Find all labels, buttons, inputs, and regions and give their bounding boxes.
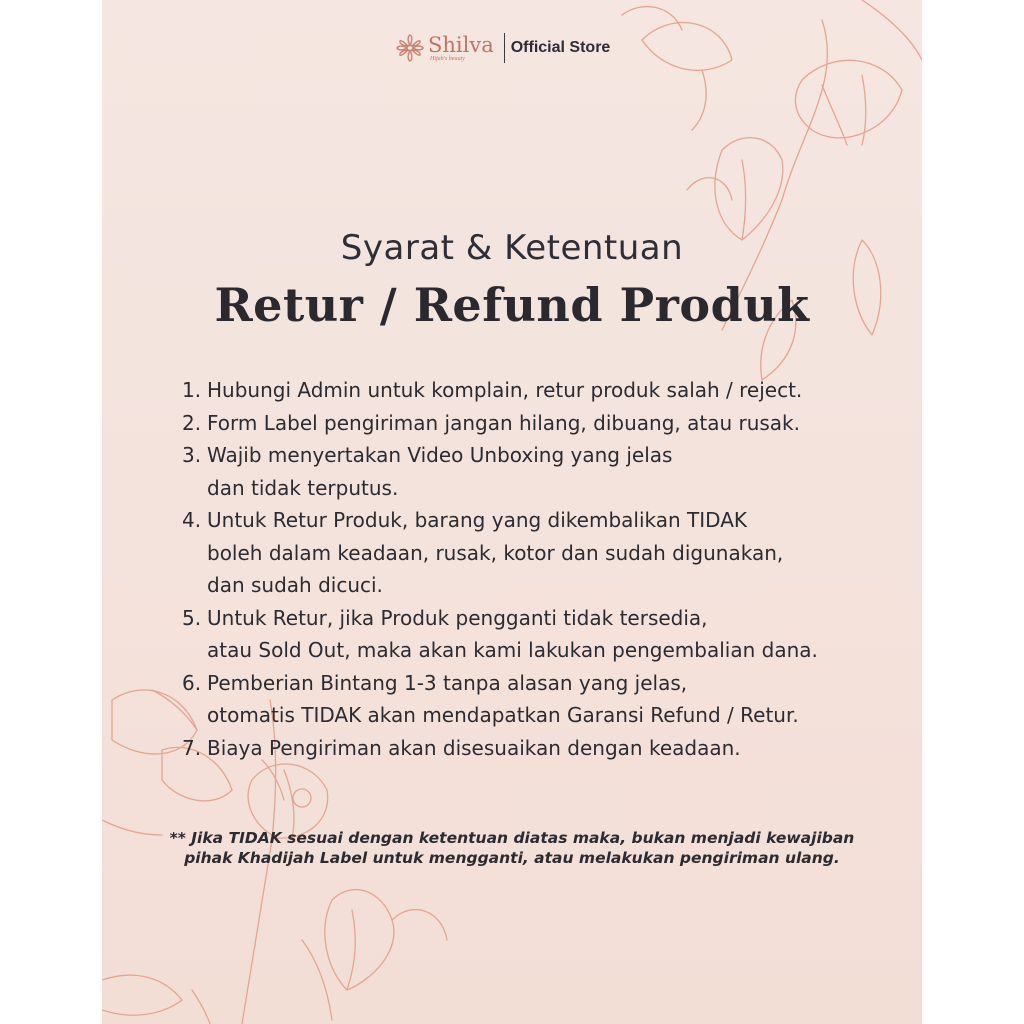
rule-number: 3.	[182, 443, 202, 467]
rule-item	[182, 504, 882, 602]
rule-text	[207, 732, 741, 765]
rules-list	[182, 374, 882, 764]
rule-item	[182, 374, 882, 407]
rule-item	[182, 667, 882, 732]
rule-line: atau Sold Out, maka akan kami lakukan pengembalian dana.	[207, 638, 818, 662]
store-label: Official Store	[510, 39, 611, 56]
disclaimer-line-2: pihak Khadijah Label untuk mengganti, atau melakukan pengiriman ulang.	[184, 849, 840, 867]
rule-line: dan tidak terputus.	[207, 475, 399, 500]
brand-header	[394, 30, 610, 66]
rule-number: 4.	[182, 508, 202, 532]
rule-line: Hubungi Admin untuk komplain, retur produk salah / reject.	[207, 378, 803, 402]
rule-line: Untuk Retur Produk, barang yang dikembalikan TIDAK	[207, 508, 747, 532]
rule-text	[207, 602, 818, 667]
rule-line: Untuk Retur, jika Produk pengganti tidak tersedia,	[207, 605, 708, 630]
flower-logo-icon	[394, 32, 426, 64]
brand-divider	[504, 33, 505, 63]
rule-item	[182, 602, 882, 667]
rule-line: otomatis TIDAK akan mendapatkan Garansi Refund / Retur.	[207, 703, 799, 727]
page-title: Retur / Refund Produk	[214, 278, 810, 332]
rule-line: Pemberian Bintang 1-3 tanpa alasan yang jelas,	[207, 670, 688, 695]
rule-text	[207, 439, 672, 504]
disclaimer-line-1: ** Jika TIDAK sesuai dengan ketentuan diatas maka, bukan menjadi kewajiban	[169, 829, 855, 847]
rule-number: 1.	[182, 378, 202, 402]
rule-number: 6.	[182, 670, 202, 695]
brand-name: Shilva	[428, 32, 494, 57]
rule-number: 2.	[182, 410, 202, 435]
brand-logo	[394, 32, 494, 64]
brand-tagline: Hijab's beauty	[430, 55, 465, 62]
rule-line: Form Label pengiriman jangan hilang, dibuang, atau rusak.	[207, 410, 800, 435]
rule-line: Biaya Pengiriman akan disesuaikan dengan keadaan.	[207, 735, 741, 760]
rule-line: dan sudah dicuci.	[207, 573, 383, 597]
rule-text	[207, 504, 783, 602]
disclaimer-note	[102, 828, 922, 868]
rule-item	[182, 407, 882, 440]
rule-number: 5.	[182, 605, 202, 630]
page-subtitle: Syarat & Ketentuan	[340, 228, 684, 268]
terms-card	[102, 0, 922, 1024]
rule-item	[182, 732, 882, 765]
rule-text	[207, 374, 802, 407]
rule-line: boleh dalam keadaan, rusak, kotor dan sudah digunakan,	[207, 540, 784, 565]
rule-text	[207, 667, 799, 732]
rule-item	[182, 439, 882, 504]
rule-number: 7.	[182, 735, 202, 760]
rule-line: Wajib menyertakan Video Unboxing yang jelas	[207, 443, 673, 467]
rule-text	[207, 407, 800, 440]
